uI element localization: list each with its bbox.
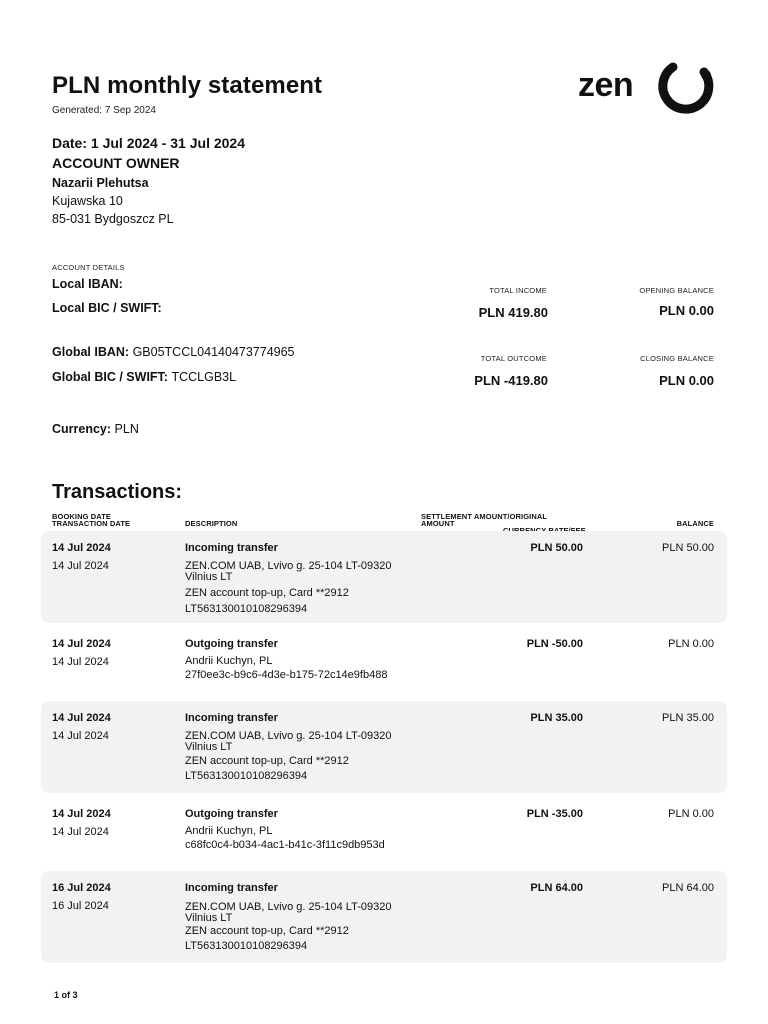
col-amount: AMOUNT [421,519,455,528]
owner-name: Nazarii Plehutsa [52,176,149,190]
closing-balance-value: PLN 0.00 [659,373,714,388]
transaction-reference: 27f0ee3c-b9c6-4d3e-b175-72c14e9fb488 [185,669,388,681]
zen-logo [576,58,722,116]
booking-date: 14 Jul 2024 [52,808,111,820]
settlement-amount: PLN 64.00 [530,882,583,894]
counterparty-city: Vilnius LT [185,741,233,753]
booking-date: 14 Jul 2024 [52,638,111,650]
col-settlement: SETTLEMENT AMOUNT/ORIGINAL [421,512,548,521]
col-balance: BALANCE [676,519,714,528]
transaction-type: Incoming transfer [185,712,278,724]
statement-period: Date: 1 Jul 2024 - 31 Jul 2024 [52,135,245,151]
account-owner-heading: ACCOUNT OWNER [52,155,180,171]
row-balance: PLN 64.00 [662,882,714,894]
opening-balance-label: OPENING BALANCE [639,286,714,295]
table-row [41,531,727,623]
account-details-heading: ACCOUNT DETAILS [52,263,125,272]
generated-date: Generated: 7 Sep 2024 [52,105,156,116]
col-transaction-date: TRANSACTION DATE [52,519,131,528]
counterparty-city: Vilnius LT [185,912,233,924]
counterparty: ZEN.COM UAB, Lvivo g. 25-104 LT-09320 [185,730,392,742]
transaction-date: 14 Jul 2024 [52,826,109,838]
settlement-amount: PLN -35.00 [526,808,583,820]
transaction-date: 14 Jul 2024 [52,656,109,668]
local-bic-label: Local BIC / SWIFT: [52,301,162,315]
transaction-reference: c68fc0c4-b034-4ac1-b41c-3f11c9db953d [185,839,385,851]
currency-value: PLN [114,422,139,436]
table-row [41,797,727,867]
total-income-label: TOTAL INCOME [489,286,547,295]
total-income-value: PLN 419.80 [478,305,548,320]
row-balance: PLN 50.00 [662,542,714,554]
counterparty-city: Vilnius LT [185,571,233,583]
opening-balance-value: PLN 0.00 [659,303,714,318]
currency [52,422,139,436]
global-bic-value: TCCLGB3L [171,370,237,384]
transaction-reference: LT563130010108296394 [185,940,308,952]
booking-date: 14 Jul 2024 [52,542,111,554]
counterparty: ZEN.COM UAB, Lvivo g. 25-104 LT-09320 [185,560,392,572]
transaction-reference: LT563130010108296394 [185,770,308,782]
table-row [41,627,727,697]
page-number: 1 of 3 [54,990,78,1000]
global-bic [52,370,236,384]
row-balance: PLN 0.00 [668,638,714,650]
transaction-type: Incoming transfer [185,542,278,554]
settlement-amount: PLN 50.00 [530,542,583,554]
transaction-details: ZEN account top-up, Card **2912 [185,925,349,937]
transaction-reference: LT563130010108296394 [185,603,308,615]
owner-address-street: Kujawska 10 [52,194,123,208]
table-row [41,871,727,963]
global-iban-value: GB05TCCL04140473774965 [132,345,295,359]
statement-title: PLN monthly statement [52,72,323,99]
transaction-details: ZEN account top-up, Card **2912 [185,587,349,599]
counterparty: Andrii Kuchyn, PL [185,825,273,837]
owner-address-city: 85-031 Bydgoszcz PL [52,212,174,226]
transaction-details: ZEN account top-up, Card **2912 [185,755,349,767]
currency-label: Currency: [52,422,112,436]
counterparty: ZEN.COM UAB, Lvivo g. 25-104 LT-09320 [185,901,392,913]
row-balance: PLN 0.00 [668,808,714,820]
settlement-amount: PLN -50.00 [526,638,583,650]
local-iban-label: Local IBAN: [52,277,123,291]
closing-balance-label: CLOSING BALANCE [640,354,714,363]
global-iban-label: Global IBAN: [52,345,130,359]
row-balance: PLN 35.00 [662,712,714,724]
global-bic-label: Global BIC / SWIFT: [52,370,168,384]
booking-date: 14 Jul 2024 [52,712,111,724]
settlement-amount: PLN 35.00 [530,712,583,724]
counterparty: Andrii Kuchyn, PL [185,655,273,667]
transaction-date: 16 Jul 2024 [52,900,109,912]
total-outcome-label: TOTAL OUTCOME [480,354,547,363]
col-booking-date: BOOKING DATE [52,512,111,521]
logo-wordmark: zen [578,66,634,104]
booking-date: 16 Jul 2024 [52,882,111,894]
transaction-type: Outgoing transfer [185,808,278,820]
transaction-type: Outgoing transfer [185,638,278,650]
transaction-date: 14 Jul 2024 [52,730,109,742]
col-description: DESCRIPTION [185,519,238,528]
transaction-type: Incoming transfer [185,882,278,894]
transaction-date: 14 Jul 2024 [52,560,109,572]
transactions-heading: Transactions: [52,481,183,503]
total-outcome-value: PLN -419.80 [474,373,548,388]
table-row [41,701,727,793]
global-iban [52,345,295,359]
